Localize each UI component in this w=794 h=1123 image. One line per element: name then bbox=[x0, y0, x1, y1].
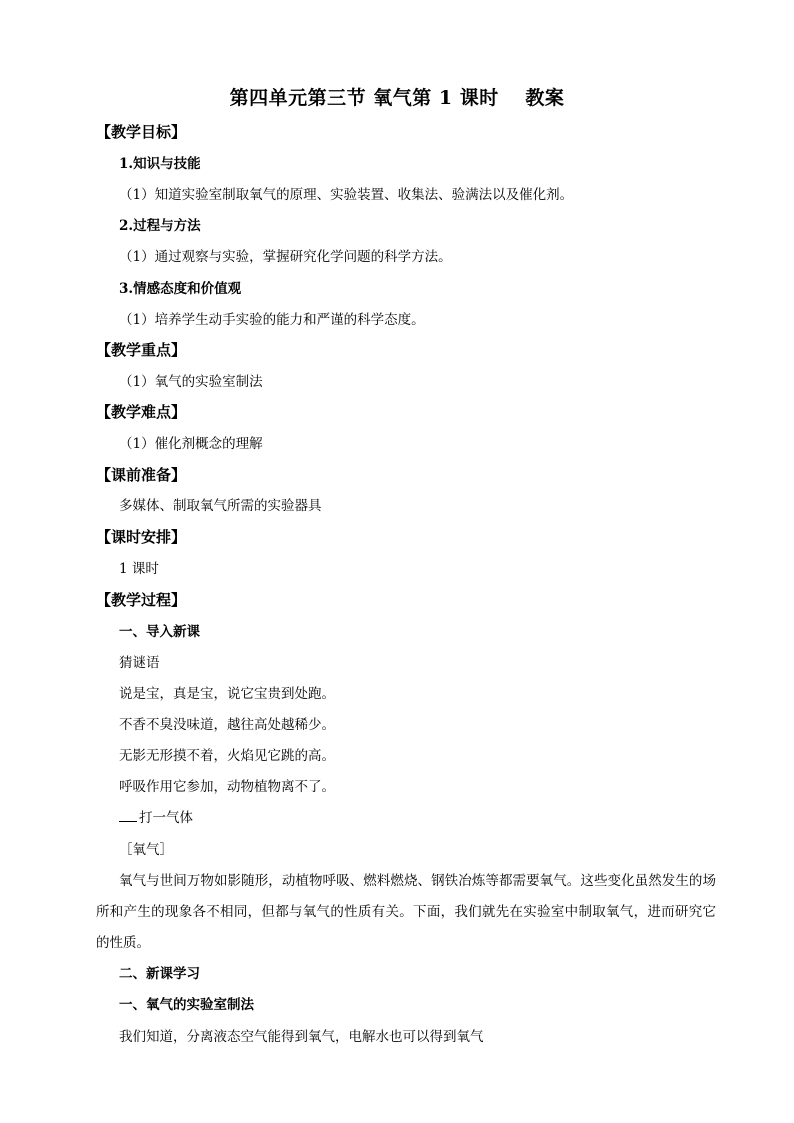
schedule-heading: 【课时安排】 bbox=[96, 528, 187, 546]
difficulties-item: （1）催化剂概念的理解 bbox=[119, 436, 263, 452]
riddle-label: 猜谜语 bbox=[119, 655, 160, 671]
process-method-item: （1）通过观察与实验，掌握研究化学问题的科学方法。 bbox=[119, 249, 452, 265]
knowledge-heading: 1.知识与技能 bbox=[119, 156, 201, 172]
riddle-hint-line bbox=[119, 808, 193, 828]
lab-method-text: 我们知道，分离液态空气能得到氧气，电解水也可以得到氧气 bbox=[119, 1029, 484, 1045]
lab-method-heading: 一、氧气的实验室制法 bbox=[119, 997, 254, 1013]
difficulties-heading: 【教学难点】 bbox=[96, 403, 187, 421]
intro-paragraph: 氧气与世间万物如影随形，动植物呼吸、燃料燃烧、钢铁冶炼等都需要氧气。这些变化虽然发生的场所和产生的现象各不相同，但都与氧气的性质有关。下面，我们就先在实验室中制取氧气，进而研究它的性质。 bbox=[96, 873, 716, 951]
riddle-line-1: 说是宝，真是宝，说它宝贵到处跑。 bbox=[119, 686, 335, 702]
riddle-line-3: 无影无形摸不着，火焰见它跳的高。 bbox=[119, 748, 335, 764]
page-title: 第四单元第三节 氧气第 1 课时 教案 bbox=[229, 87, 565, 109]
new-lesson-heading: 二、新课学习 bbox=[119, 966, 200, 982]
schedule-item: 1 课时 bbox=[119, 561, 159, 577]
objectives-heading: 【教学目标】 bbox=[96, 123, 187, 141]
riddle-hint: 打一气体 bbox=[139, 810, 193, 826]
answer-blank bbox=[119, 809, 137, 822]
riddle-answer: ［氧气］ bbox=[119, 842, 173, 858]
knowledge-item: （1）知道实验室制取氧气的原理、实验装置、收集法、验满法以及催化剂。 bbox=[119, 187, 574, 203]
riddle-line-4: 呼吸作用它参加，动物植物离不了。 bbox=[119, 779, 335, 795]
process-method-heading: 2.过程与方法 bbox=[119, 218, 201, 234]
intro-heading: 一、导入新课 bbox=[119, 624, 200, 640]
preparation-item: 多媒体、制取氧气所需的实验器具 bbox=[119, 498, 322, 514]
key-points-item: （1）氧气的实验室制法 bbox=[119, 374, 263, 390]
riddle-line-2: 不香不臭没味道，越往高处越稀少。 bbox=[119, 717, 335, 733]
attitude-item: （1）培养学生动手实验的能力和严谨的科学态度。 bbox=[119, 312, 425, 328]
preparation-heading: 【课前准备】 bbox=[96, 466, 187, 484]
key-points-heading: 【教学重点】 bbox=[96, 341, 187, 359]
process-heading: 【教学过程】 bbox=[96, 591, 187, 609]
attitude-heading: 3.情感态度和价值观 bbox=[119, 281, 242, 297]
